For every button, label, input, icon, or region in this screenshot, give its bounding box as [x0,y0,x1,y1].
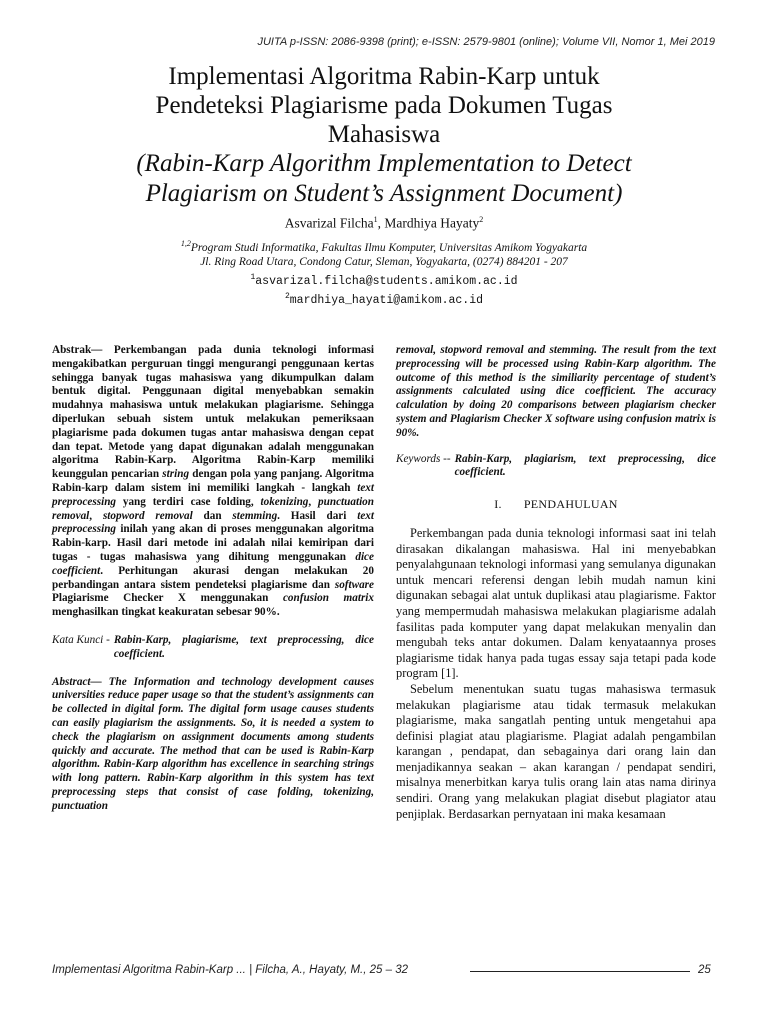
body-paragraph: Sebelum menentukan suatu tugas mahasiswa termasuk melakukan plagiarisme atau tidak termasuk melakukan plagiarisme, maka sangatlah penting untuk mengetahui apa definisi plagiat atau plagiarisme. Plagiat adalah pengambilan karangan , pendapat, dan sebagainya dari orang lain dan menjadikannya seakan – akan karangan / pendapat sendiri, misalnya menerbitkan karya tulis orang lain atas nama dirinya sendiri. Orang yang melakukan plagiat disebut plagiator atau penjiplak. Berdasarkan pernyataan ini maka kesamaan [396,681,716,821]
page-number: 25 [698,964,711,976]
author-sup: 2 [479,215,484,224]
title-en-line: (Rabin-Karp Algorithm Implementation to Detect [136,150,632,177]
section-number: I. [494,497,502,512]
right-column [396,344,716,822]
kata-kunci [52,634,374,662]
kata-kunci-label: Kata Kunci - [52,633,110,646]
section-heading [396,498,716,512]
title-english [60,149,708,209]
email-2[interactable] [60,289,708,308]
email-sup: 2 [284,292,290,302]
authors [60,215,708,232]
title-id-line: Implementasi Algoritma Rabin-Karp untuk [168,63,600,90]
keywords-label: Keywords -- [396,452,451,465]
title-block [60,62,708,308]
section-title: PENDAHULUAN [523,497,618,512]
author-name: Asvarizal Filcha [284,215,374,231]
abstract-indonesian: Abstrak— Perkembangan pada dunia teknologi informasi mengakibatkan perguruan tinggi mengurangi penggunaan kertas sehingga banyak tugas mahasiswa yang dikumpulkan dalam bentuk digital. Penggunaan digital menyebabkan semakin mudahnya mahasiswa untuk melakukan plagiarisme. Sehingga diperlukan sebuah sistem untuk melakukan pemeriksaan plagiarisme pada dokumen tugas antar mahasiswa dengan cepat dan tepat. Metode yang dapat digunakan adalah menggunakan algoritma Rabin-Karp. Algoritma Rabin-Karp memiliki keunggulan pencarian string dengan pola yang panjang. Algoritma Rabin-karp dalam sistem ini memiliki langkah - langkah text preprocessing yang terdiri case folding, tokenizing, punctuation removal, stopword removal dan stemming. Hasil dari text preprocessing inilah yang akan di proses menggunakan algoritma Rabin-karp. Hasil dari metode ini adalah nilai kemiripan dari tugas - tugas mahasiswa yang dihitung menggunakan dice coefficient. Perhitungan akurasi dengan melakukan 20 perbandingan antara sistem pendeteksi plagiarisme dan software Plagiarisme Checker X menggunakan confusion matrix menghasilkan tingkat keakuratan sebesar 90%. [52,344,375,619]
body-paragraph: Perkembangan pada dunia teknologi informasi saat ini telah dirasakan dikalangan mahasiswa. Hal ini menyebabkan penyalahgunaan teknologi informasi yang semulanya digunakan untuk mencari referensi dengan lebih mudah namun kini digunakan sebagai alat untuk duplikasi atau plagiarisme. Faktor yang mempermudah mahasiswa melakukan plagiarisme adalah fasilitas pada komputer yang dapat melakukan menyalin dan mengubah teks antar dokumen. Dalam kenyataannya proses plagiarisme tidak hanya pada tugas essay saja tetapi pada kode program [1]. [396,525,716,681]
footer-citation: Implementasi Algoritma Rabin-Karp ... | Filcha, A., Hayaty, M., 25 – 32 [52,964,409,976]
title-indonesian [60,62,708,149]
keywords-text: Rabin-Karp, plagiarism, text preprocessing, dice coefficient. [454,452,716,479]
affiliation [60,236,708,271]
affiliation-sup: 1,2 [180,238,191,248]
email-text[interactable]: asvarizal.filcha@students.amikom.ac.id [255,275,518,289]
author-name: Mardhiya Hayaty [384,215,480,231]
keywords [396,453,716,481]
left-column [52,344,374,814]
author-sup: 1 [373,215,378,224]
affiliation-line: Program Studi Informatika, Fakultas Ilmu Komputer, Universitas Amikom Yogyakarta [190,241,588,254]
abstract-english-continued: removal, stopword removal and stemming. The result from the text preprocessing will be processed using Rabin-Karp algorithm. The outcome of this method is the similiarity percentage of student’s assignments calculated using dice coefficient. The accuracy calculation by doing 20 comparisons between plagiarism checker system and Plagiarism Checker X software using confusion matrix is 90%. [396,344,716,439]
author-separator: , [377,215,385,231]
email-sup: 1 [250,273,256,283]
title-en-line: Plagiarism on Student’s Assignment Document) [145,180,623,207]
email-text[interactable]: mardhiya_hayati@amikom.ac.id [289,293,484,307]
title-id-line: Pendeteksi Plagiarisme pada Dokumen Tugas [155,92,613,119]
email-1[interactable] [60,270,708,289]
title-id-line: Mahasiswa [327,121,441,148]
footer-divider [470,971,690,972]
journal-header: JUITA p-ISSN: 2086-9398 (print); e-ISSN: 2579-9801 (online); Volume VII, Nomor 1, Mei 2019 [257,36,715,48]
affiliation-line: Jl. Ring Road Utara, Condong Catur, Sleman, Yogyakarta, (0274) 884201 - 207 [200,256,568,269]
kata-kunci-text: Rabin-Karp, plagiarisme, text preprocessing, dice coefficient. [113,633,374,660]
abstract-english: Abstract— The Information and technology development causes universities reduce paper usage so that the student’s assignments can be collected in digital form. The digital form usage causes students can easily plagiarism the assignments. So, it is needed a system to check the plagiarism on assignment documents among students quickly and accurate. The method that can be used is Rabin-Karp algorithm. Rabin-Karp algorithm has excellence in searching strings with long pattern. Rabin-Karp algorithm in this system has text preprocessing steps that consist of case folding, tokenizing, punctuation [52,675,374,812]
